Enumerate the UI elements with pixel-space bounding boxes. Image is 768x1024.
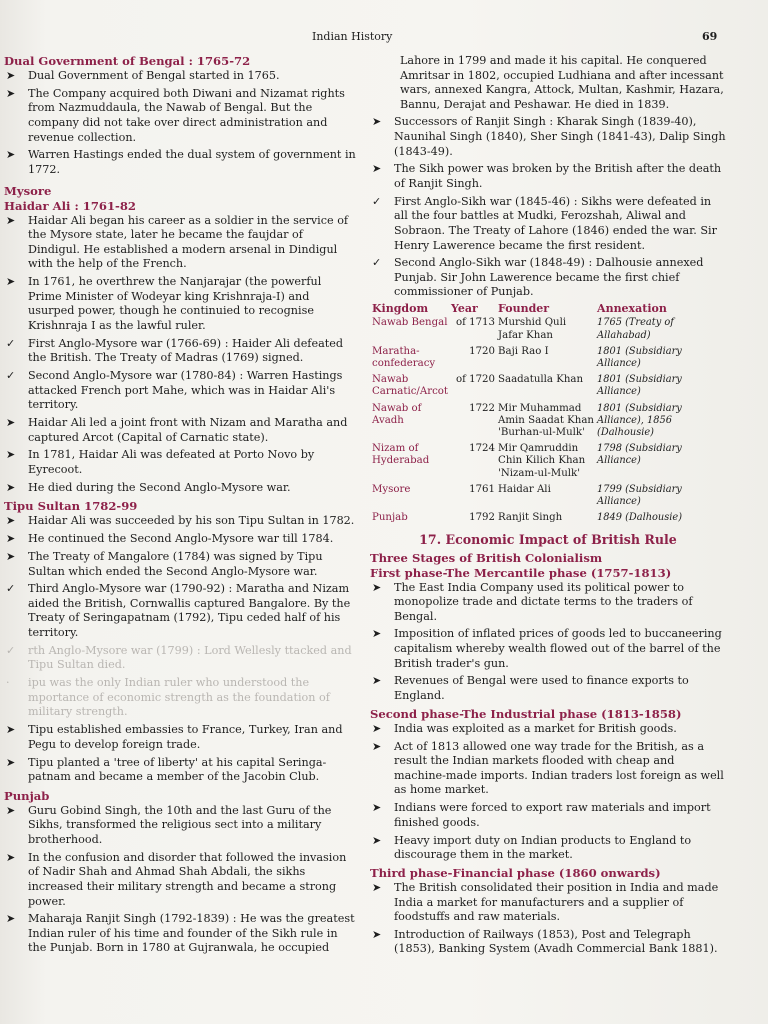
checkmark-icon: ✓: [372, 256, 382, 270]
phase2-list: [370, 722, 726, 863]
bullet-arrow-icon: ➤: [372, 927, 382, 941]
bullet-arrow-icon: ➤: [372, 833, 382, 847]
column-header: Kingdom: [372, 302, 429, 316]
table-cell: Saadatulla Khan: [498, 374, 584, 386]
right-column: [370, 54, 726, 960]
list-item: ➤ Introduction of Railways (1853), Post and Telegraph (1853), Banking System (Avadh Commercial Bank 1881).: [372, 927, 718, 956]
list-item: ➤ Imposition of inflated prices of goods led to buccaneering capitalism whereby wealth flowed out of the barrel of the British trader's gun.: [372, 627, 722, 670]
table-cell: Ranjit Singh: [498, 512, 563, 524]
table-cell: 1801 (Subsidiary Alliance): [597, 374, 682, 398]
table-cell: of 1713: [455, 317, 496, 329]
table-row: [372, 374, 726, 402]
checkmark-icon: ✓: [6, 369, 16, 383]
bullet-arrow-icon: ➤: [372, 627, 382, 641]
bullet-arrow-icon: ➤: [372, 674, 382, 688]
bullet-arrow-icon: ➤: [6, 416, 16, 429]
bullet-arrow-icon: ➤: [6, 723, 16, 737]
bullet-arrow-icon: ➤: [6, 912, 16, 926]
bullet-arrow-icon: ➤: [372, 721, 382, 735]
list-item: ✓ First Anglo-Sikh war (1845-46) : Sikhs were defeated in all the four battles at Mudki, Ferozshah, Aliwal and Sobraon. The Treaty of Lahore (1846) ended the war. Sir Henry Lawerence became the first resident.: [372, 194, 717, 252]
haidar-ali-list: [4, 214, 356, 496]
table-cell: 1801 (Subsidiary Alliance): [597, 345, 682, 370]
list-item: ➤ In 1761, he overthrew the Nanjarajar (the powerful Prime Minister of Wodeyar king Krishnraja-I) and usurped power, though he continuied to recognise Krishnraja I as the lawful ruler.: [6, 275, 322, 332]
table-cell: Mir Qamruddin Chin Kilich Khan 'Nizam-ul-Mulk': [498, 443, 586, 479]
list-item: ➤ Haidar Ali led a joint front with Nizam and Maratha and captured Arcot (Capital of Carnatic state).: [6, 416, 348, 444]
table-cell: Maratha-confederacy: [372, 345, 436, 370]
column-header: Year: [451, 302, 478, 316]
table-cell: 1801 (Subsidiary Alliance), 1856 (Dalhousie): [597, 402, 682, 439]
list-item: ✓ Second Anglo-Sikh war (1848-49) : Dalhousie annexed Punjab. Sir John Lawerence became the first chief commissioner of Punjab.: [372, 256, 704, 299]
list-item: ➤ India was exploited as a market for British goods.: [372, 721, 677, 735]
column-header: Founder: [498, 302, 550, 316]
column-header: Annexation: [597, 302, 667, 316]
table-cell: 1724: [469, 443, 496, 455]
table-cell: 1792: [469, 512, 496, 524]
phase2-heading: Second phase-The Industrial phase (1813-1858): [370, 706, 682, 721]
section-heading-dual-government: Dual Government of Bengal : 1765-72: [4, 54, 251, 68]
list-item: ➤ Tipu planted a 'tree of liberty' at his capital Seringa-patnam and became a member of the Jacobin Club.: [6, 755, 327, 784]
table-cell: 1765 (Treaty of Allahabad): [597, 317, 674, 341]
chapter-title: 17. Economic Impact of British Rule: [419, 531, 677, 547]
table-cell: 1722: [469, 402, 496, 414]
bullet-arrow-icon: ➤: [6, 275, 16, 289]
table-cell: Nawab Carnatic/Arcot: [372, 374, 449, 398]
left-column: [4, 54, 356, 959]
list-item: ➤ The Sikh power was broken by the British after the death of Ranjit Singh.: [372, 162, 722, 190]
list-item: ➤ He died during the Second Anglo-Mysore war.: [6, 480, 291, 494]
list-item: ➤ Indians were forced to export raw materials and import finished goods.: [372, 801, 711, 829]
table-cell: 1799 (Subsidiary Alliance): [597, 483, 682, 508]
bullet-arrow-icon: ➤: [6, 480, 16, 494]
section-heading-tipu-sultan: Tipu Sultan 1782-99: [4, 499, 138, 514]
bullet-arrow-icon: ➤: [6, 755, 16, 769]
list-item: ➤ Haidar Ali was succeeded by his son Tipu Sultan in 1782.: [6, 514, 355, 528]
list-item: · ipu was the only Indian ruler who understood the mportance of economic strength as the foundation of military strength.: [6, 676, 330, 719]
table-row: [372, 443, 726, 484]
bullet-arrow-icon: ➤: [6, 803, 16, 817]
running-title: Indian History: [312, 30, 393, 43]
list-item: ✓ First Anglo-Mysore war (1766-69) : Haider Ali defeated the British. The Treaty of Madras (1769) signed.: [6, 336, 344, 365]
bullet-arrow-icon: ➤: [372, 115, 382, 129]
checkmark-icon: ✓: [6, 336, 16, 350]
list-item: ➤ In the confusion and disorder that followed the invasion of Nadir Shah and Ahmad Shah Abdali, the sikhs increased their military strength and became a strong power.: [6, 850, 347, 908]
table-row: [372, 403, 726, 444]
bullet-arrow-icon: ➤: [6, 213, 16, 227]
list-item: ➤ Heavy import duty on Indian products to England to discourage them in the market.: [372, 833, 692, 862]
table-cell: Punjab: [372, 512, 408, 524]
list-item: ✓ Third Anglo-Mysore war (1790-92) : Maratha and Nizam aided the British, Cornwallis captured Bangalore. By the Treaty of Seringapatnam (1792), Tipu ceded half of his territory.: [6, 582, 351, 640]
table-cell: Nawab of Avadh: [372, 402, 422, 426]
ranjit-singh-continuation: Lahore in 1799 and made it his capital. He conquered Amritsar in 1802, occupied Ludhiana and after incessant wars, annexed Kangra, Attock, Multan, Kashmir, Hazara, Bannu, Derajat and Peshawar. He died in 1839.: [400, 54, 724, 111]
table-row: [372, 512, 726, 528]
phase3-list: [370, 881, 726, 957]
tipu-sultan-list: [4, 514, 356, 784]
table-cell: Mysore: [372, 483, 411, 495]
table-cell: 1798 (Subsidiary Alliance): [597, 443, 682, 467]
list-item: ➤ Guru Gobind Singh, the 10th and the last Guru of the Sikhs, transformed the religious sect into a military brotherhood.: [6, 803, 332, 846]
list-item: ➤ The East India Company used its political power to monopolize trade and dictate terms to the traders of Bengal.: [372, 580, 693, 623]
bullet-arrow-icon: ➤: [6, 69, 16, 82]
table-row: [372, 317, 726, 345]
phase1-list: [370, 581, 726, 704]
bullet-arrow-icon: ➤: [372, 162, 382, 176]
list-item: ➤ In 1781, Haidar Ali was defeated at Porto Novo by Eyrecoot.: [6, 448, 315, 476]
list-item: ➤ He continued the Second Anglo-Mysore war till 1784.: [6, 532, 334, 546]
bullet-arrow-icon: ➤: [372, 801, 382, 815]
list-item: ✓ Second Anglo-Mysore war (1780-84) : Warren Hastings attacked French port Mahe, which was in Haidar Ali's territory.: [6, 369, 343, 412]
bullet-arrow-icon: ➤: [6, 549, 16, 563]
list-item: ➤ Successors of Ranjit Singh : Kharak Singh (1839-40), Naunihal Singh (1840), Sher Singh (1841-43), Dalip Singh (1843-49).: [372, 115, 726, 158]
dual-government-list: [4, 69, 356, 178]
table-cell: Murshid Quli Jafar Khan: [498, 317, 567, 341]
table-cell: Haidar Ali: [498, 483, 551, 495]
list-item: ➤ Dual Government of Bengal started in 1765.: [6, 69, 280, 82]
bullet-arrow-icon: ➤: [6, 86, 16, 100]
bullet-arrow-icon: ➤: [6, 532, 16, 546]
list-item: ➤ The Company acquired both Diwani and Nizamat rights from Nazmuddaula, the Nawab of Bengal. But the company did not take over direct administration and revenue collection.: [6, 86, 345, 144]
list-item: ➤ The Treaty of Mangalore (1784) was signed by Tipu Sultan which ended the Second Anglo-Mysore war.: [6, 549, 323, 578]
list-item: ➤ The British consolidated their position in India and made India a market for manufacturers and a supplier of foodstuffs and raw materials.: [372, 880, 719, 924]
bullet-arrow-icon: ➤: [6, 148, 16, 162]
table-cell: 1761: [469, 483, 496, 495]
list-item: ➤ Haidar Ali began his career as a soldier in the service of the Mysore state, later he became the faujdar of Dindigul. He established a modern arsenal in Dindigul with the help of the French.: [6, 213, 349, 271]
bullet-dot-icon: ·: [6, 676, 10, 690]
table-cell: Nizam of Hyderabad: [372, 443, 430, 467]
stages-heading: Three Stages of British Colonialism: [370, 550, 603, 565]
bullet-arrow-icon: ➤: [6, 514, 16, 528]
bullet-arrow-icon: ➤: [372, 880, 382, 894]
sikh-list: [370, 115, 726, 300]
table-cell: Baji Rao I: [498, 345, 549, 357]
list-item: ➤ Maharaja Ranjit Singh (1792-1839) : He was the greatest Indian ruler of his time and founder of the Sikh rule in the Punjab. Born in 1780 at Gujranwala, he occupied: [6, 912, 355, 955]
bullet-arrow-icon: ➤: [6, 850, 16, 864]
checkmark-icon: ✓: [372, 194, 382, 208]
bullet-arrow-icon: ➤: [372, 739, 382, 753]
phase1-heading: First phase-The Mercantile phase (1757-1813): [370, 565, 672, 580]
table-cell: Mir Muhammad Amin Saadat Khan 'Burhan-ul-Mulk': [498, 402, 594, 439]
table-cell: 1849 (Dalhousie): [597, 512, 683, 524]
checkmark-icon: ✓: [6, 582, 16, 596]
bullet-arrow-icon: ➤: [372, 580, 382, 594]
list-item: ➤ Tipu established embassies to France, Turkey, Iran and Pegu to develop foreign trade.: [6, 723, 343, 751]
table-cell: of 1720: [455, 374, 496, 386]
table-cell: Nawab Bengal: [372, 317, 448, 329]
list-item: ➤ Act of 1813 allowed one way trade for the British, as a result the Indian markets flooded with cheap and machine-made imports. Indian traders lost foreign as well as home market.: [372, 739, 724, 797]
list-item: ➤ Warren Hastings ended the dual system of government in 1772.: [6, 148, 356, 176]
table-header-row: [372, 303, 726, 317]
table-row: [372, 484, 726, 512]
subheading-haidar-ali: Haidar Ali : 1761-82: [4, 198, 137, 213]
table-cell: 1720: [469, 345, 496, 357]
checkmark-icon: ✓: [6, 643, 16, 657]
list-item: ✓ rth Anglo-Mysore war (1799) : Lord Wellesly ttacked and Tipu Sultan died.: [6, 643, 352, 672]
phase3-heading: Third phase-Financial phase (1860 onwards): [370, 865, 661, 880]
bullet-arrow-icon: ➤: [6, 448, 16, 462]
section-heading-mysore: Mysore: [4, 183, 52, 198]
section-heading-punjab: Punjab: [4, 788, 50, 803]
list-item: ➤ Revenues of Bengal were used to finance exports to England.: [372, 674, 689, 703]
punjab-list: [4, 804, 356, 956]
kingdom-table: [372, 303, 726, 528]
page-number: 69: [702, 30, 718, 43]
table-row: [372, 346, 726, 374]
